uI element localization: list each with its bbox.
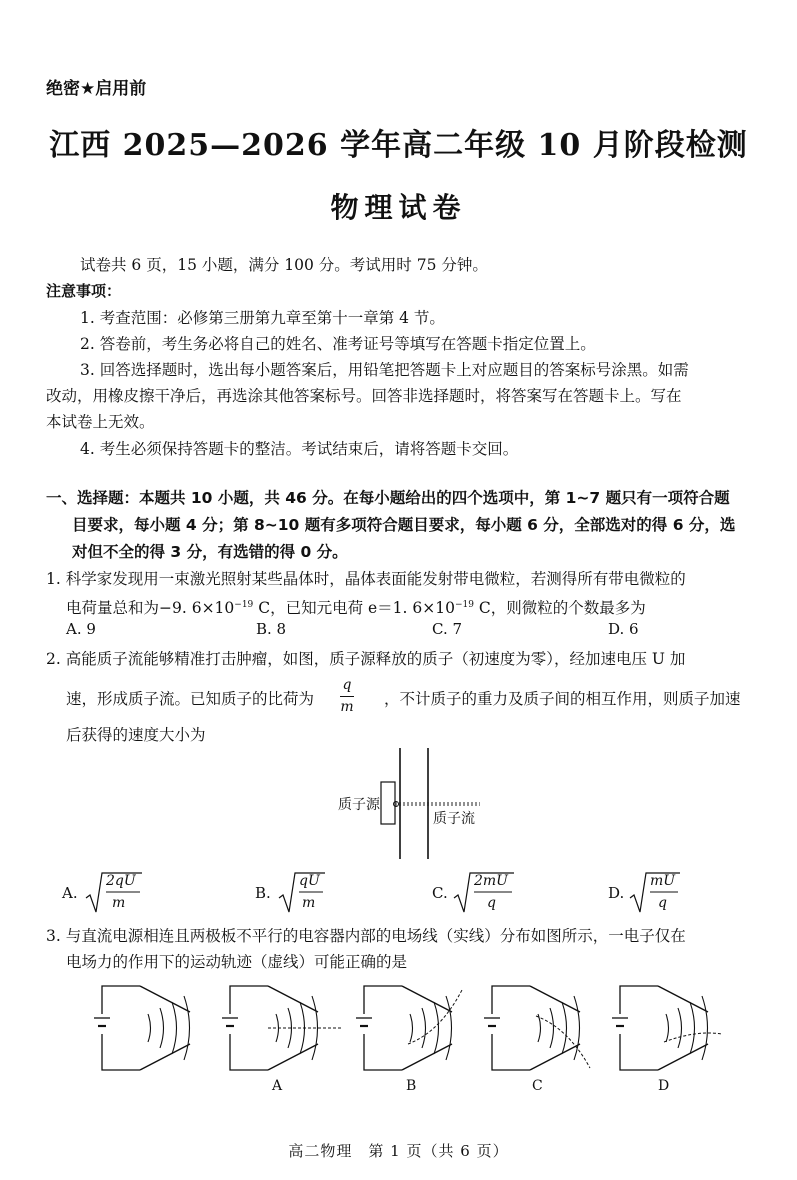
- q2-option-c-label: C.: [432, 884, 448, 902]
- section-heading-line-3: 对但不全的得 3 分，有选错的得 0 分。: [72, 543, 348, 561]
- capacitor-diagram-c: [484, 986, 590, 1070]
- q2-option-d-denominator: q: [658, 895, 667, 911]
- q1-option-d: D. 6: [608, 620, 639, 638]
- q2-option-a-numerator: 2qU: [106, 873, 136, 889]
- q3-figures: [90, 972, 730, 1084]
- note-4: 4. 考生必须保持答题卡的整洁。考试结束后，请将答题卡交回。: [80, 440, 519, 458]
- q2-charge-mass-numerator: q: [342, 677, 352, 693]
- q2-option-c-numerator: 2mU: [474, 873, 508, 889]
- q1-stem-line-2: [66, 592, 646, 621]
- capacitor-diagram-reference: [94, 986, 190, 1070]
- q1-text-a: 电荷量总和为−9. 6×10: [66, 599, 235, 618]
- proton-source-label: 质子源: [338, 797, 380, 813]
- note-1: 1. 考查范围：必修第三册第九章至第十一章第 4 节。: [80, 309, 445, 327]
- exam-intro: 试卷共 6 页，15 小题，满分 100 分。考试用时 75 分钟。: [80, 256, 488, 274]
- capacitor-diagram-b: [356, 986, 462, 1070]
- q3-label-b: B: [406, 1078, 417, 1094]
- note-2: 2. 答卷前，考生务必将自己的姓名、准考证号等填写在答题卡指定位置上。: [80, 335, 596, 353]
- capacitor-diagram-d: [612, 986, 722, 1070]
- proton-stream-label: 质子流: [433, 811, 475, 827]
- note-3-line-3: 本试卷上无效。: [46, 413, 155, 431]
- exam-title: 江西 2025—2026 学年高二年级 10 月阶段检测: [49, 128, 748, 163]
- q3-label-c: C: [532, 1078, 543, 1094]
- q1-text-b: C，已知元电荷 e＝1. 6×10: [253, 599, 455, 618]
- q2-option-b-label: B.: [255, 884, 271, 902]
- confidential-mark: 绝密★启用前: [46, 79, 147, 99]
- q2-stem-line-3: 后获得的速度大小为: [66, 726, 206, 744]
- q2-option-b-numerator: qU: [299, 873, 320, 889]
- q1-stem-line-1: 1. 科学家发现用一束激光照射某些晶体时，晶体表面能发射带电微粒，若测得所有带电微粒的: [46, 570, 686, 588]
- q2-option-a-denominator: m: [112, 895, 126, 911]
- capacitor-diagram-a: [222, 986, 342, 1070]
- q1-option-a: A. 9: [66, 620, 96, 638]
- notes-heading: 注意事项：: [46, 282, 122, 300]
- fraction-bar: [340, 696, 354, 697]
- q2-stem-line-2b: ，不计质子的重力及质子间的相互作用，则质子加速: [384, 690, 741, 708]
- q1-option-b: B. 8: [256, 620, 287, 638]
- section-heading-line-1: 一、选择题：本题共 10 小题，共 46 分。在每小题给出的四个选项中，第 1~7 题只有一项符合题: [46, 489, 730, 507]
- section-heading-line-2: 目要求，每小题 4 分；第 8~10 题有多项符合题目要求，每小题 6 分，全部选对的得 6 分，选: [72, 516, 736, 534]
- q2-option-b-denominator: m: [302, 895, 316, 911]
- q2-option-a-label: A.: [62, 884, 78, 902]
- q2-charge-mass-denominator: m: [340, 699, 354, 715]
- q3-label-d: D: [658, 1078, 670, 1094]
- q2-option-c-denominator: q: [487, 895, 496, 911]
- page-footer: 高二物理 第 1 页（共 6 页）: [288, 1142, 509, 1160]
- q2-option-d-numerator: mU: [650, 873, 676, 889]
- q2-stem-line-1: 2. 高能质子流能够精准打击肿瘤，如图，质子源释放的质子（初速度为零），经加速电压 U 加: [46, 650, 686, 668]
- note-3-line-1: 3. 回答选择题时，选出每小题答案后，用铅笔把答题卡上对应题目的答案标号涂黑。如需: [80, 361, 689, 379]
- q3-label-a: A: [272, 1078, 283, 1094]
- q1-option-c: C. 7: [432, 620, 463, 638]
- q1-exponent-1: −19: [234, 600, 254, 610]
- exam-subtitle: 物理试卷: [330, 191, 467, 224]
- q1-exponent-2: −19: [454, 600, 474, 610]
- proton-source-box: [381, 782, 395, 824]
- note-3-line-2: 改动，用橡皮擦干净后，再选涂其他答案标号。回答非选择题时，将答案写在答题卡上。写在: [46, 387, 682, 405]
- q3-stem-line-1: 3. 与直流电源相连且两极板不平行的电容器内部的电场线（实线）分布如图所示，一电子仅在: [46, 927, 686, 945]
- q2-option-d-label: D.: [608, 884, 625, 902]
- q2-stem-line-2a: 速，形成质子流。已知质子的比荷为: [66, 690, 315, 708]
- q1-text-c: C，则微粒的个数最多为: [473, 599, 646, 618]
- q3-stem-line-2: 电场力的作用下的运动轨迹（虚线）可能正确的是: [66, 953, 408, 971]
